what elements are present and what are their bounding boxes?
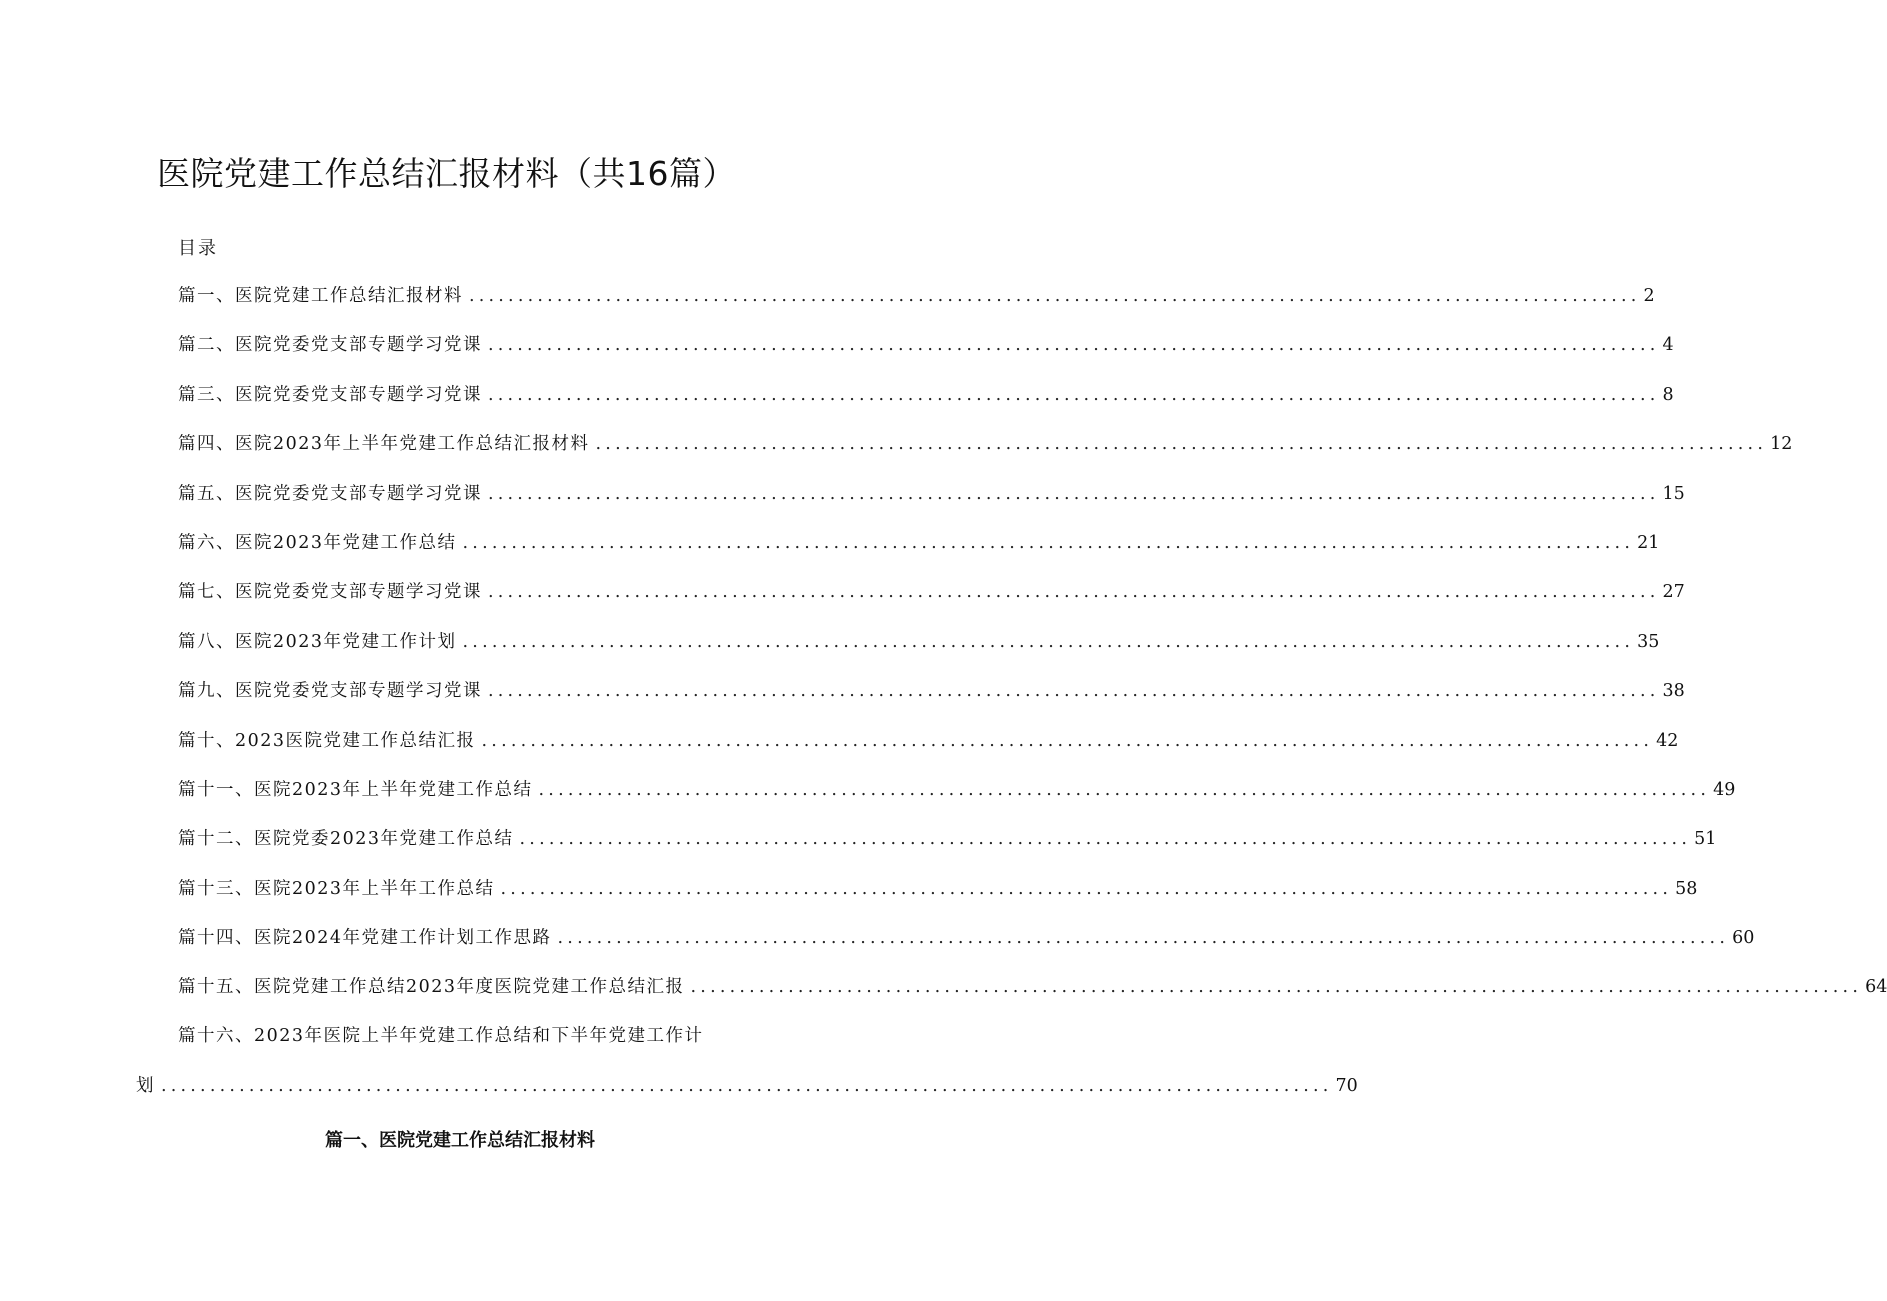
toc-entry-label: 篇十、2023医院党建工作总结汇报 — [178, 730, 476, 751]
toc-entry-16-line2[interactable] — [136, 1072, 1358, 1097]
toc-entry-page: 2 — [1643, 286, 1655, 306]
document-title: 医院党建工作总结汇报材料（共16篇） — [157, 154, 736, 193]
toc-entry[interactable] — [178, 776, 1736, 825]
toc-leader-dots: ........................................................................................................................ — [488, 384, 1660, 405]
toc-entry-page: 21 — [1637, 532, 1660, 553]
toc-leader-dots: ........................................................................................................................ — [469, 286, 1641, 306]
toc-entry-page: 12 — [1770, 434, 1793, 455]
toc-entry-page: 38 — [1662, 681, 1685, 702]
toc-entry-page: 49 — [1713, 779, 1736, 800]
toc-entry[interactable] — [178, 825, 1717, 874]
toc-entry-page: 27 — [1662, 582, 1685, 603]
toc-entry-label: 篇十一、医院2023年上半年党建工作总结 — [178, 779, 533, 800]
toc-entry-label: 篇五、医院党委党支部专题学习党课 — [178, 483, 482, 504]
toc-entry-label: 篇二、医院党委党支部专题学习党课 — [178, 335, 482, 356]
toc-entry[interactable] — [178, 578, 1685, 627]
toc-entry-page: 8 — [1662, 384, 1674, 405]
toc-leader-dots: ........................................................................................................................ — [488, 483, 1660, 504]
toc-entry[interactable] — [178, 529, 1660, 578]
toc-leader-dots: ........................................................................................................................ — [488, 582, 1660, 603]
toc-leader-dots: ........................................................................................................................ — [519, 829, 1692, 850]
toc-entry-page: 4 — [1662, 335, 1674, 356]
toc-entry-page: 58 — [1675, 878, 1698, 899]
toc-leader-dots: ........................................................................................................................ — [161, 1076, 1333, 1096]
toc-entry-label: 篇八、医院2023年党建工作计划 — [178, 631, 457, 652]
toc-entry-16-line1[interactable]: 篇十六、2023年医院上半年党建工作总结和下半年党建工作计 — [178, 1026, 704, 1046]
toc-entry-page: 60 — [1732, 928, 1755, 949]
toc-entry-label: 篇十三、医院2023年上半年工作总结 — [178, 878, 495, 899]
toc-leader-dots: ........................................................................................................................ — [488, 681, 1660, 702]
toc-entry[interactable] — [178, 677, 1685, 726]
toc-entry[interactable] — [178, 480, 1685, 529]
section-heading: 篇一、医院党建工作总结汇报材料 — [325, 1130, 595, 1151]
toc-leader-dots: ........................................................................................................................ — [462, 532, 1635, 553]
toc-entry-page: 64 — [1865, 977, 1887, 998]
toc-entry-label: 篇三、医院党委党支部专题学习党课 — [178, 384, 482, 405]
toc-entry[interactable] — [178, 331, 1674, 380]
toc-leader-dots: ........................................................................................................................ — [690, 977, 1863, 998]
toc-entry-page: 15 — [1662, 483, 1685, 504]
toc-entry-label: 篇十四、医院2024年党建工作计划工作思路 — [178, 928, 552, 949]
toc-entry-label: 篇九、医院党委党支部专题学习党课 — [178, 681, 482, 702]
toc-entry[interactable] — [178, 875, 1698, 924]
toc-entry-page: 70 — [1335, 1076, 1358, 1096]
toc-entry-label: 篇四、医院2023年上半年党建工作总结汇报材料 — [178, 434, 590, 455]
toc-entry-label: 篇六、医院2023年党建工作总结 — [178, 532, 457, 553]
toc-leader-dots: ........................................................................................................................ — [500, 878, 1673, 899]
toc-leader-dots: ........................................................................................................................ — [481, 730, 1654, 751]
toc-entry[interactable] — [178, 381, 1674, 430]
toc-entry-label: 篇一、医院党建工作总结汇报材料 — [178, 286, 463, 306]
toc-entry-label: 篇七、医院党委党支部专题学习党课 — [178, 582, 482, 603]
toc-entry-label: 篇十二、医院党委2023年党建工作总结 — [178, 829, 514, 850]
toc-entry-label: 划 — [136, 1076, 155, 1096]
toc-leader-dots: ........................................................................................................................ — [538, 779, 1711, 800]
toc-entry[interactable] — [178, 282, 1655, 331]
table-of-contents — [178, 282, 1887, 1023]
toc-entry-page: 35 — [1637, 631, 1660, 652]
toc-entry[interactable] — [178, 430, 1793, 479]
toc-entry[interactable] — [178, 727, 1679, 776]
toc-entry-page: 51 — [1694, 829, 1717, 850]
toc-heading: 目录 — [178, 238, 218, 259]
toc-entry-page: 42 — [1656, 730, 1679, 751]
toc-leader-dots: ........................................................................................................................ — [462, 631, 1635, 652]
toc-entry[interactable] — [178, 628, 1660, 677]
toc-entry[interactable] — [178, 924, 1755, 973]
toc-leader-dots: ........................................................................................................................ — [557, 928, 1730, 949]
toc-leader-dots: ........................................................................................................................ — [595, 434, 1768, 455]
toc-entry-label: 篇十五、医院党建工作总结2023年度医院党建工作总结汇报 — [178, 977, 685, 998]
toc-entry[interactable] — [178, 973, 1887, 1022]
toc-leader-dots: ........................................................................................................................ — [488, 335, 1660, 356]
